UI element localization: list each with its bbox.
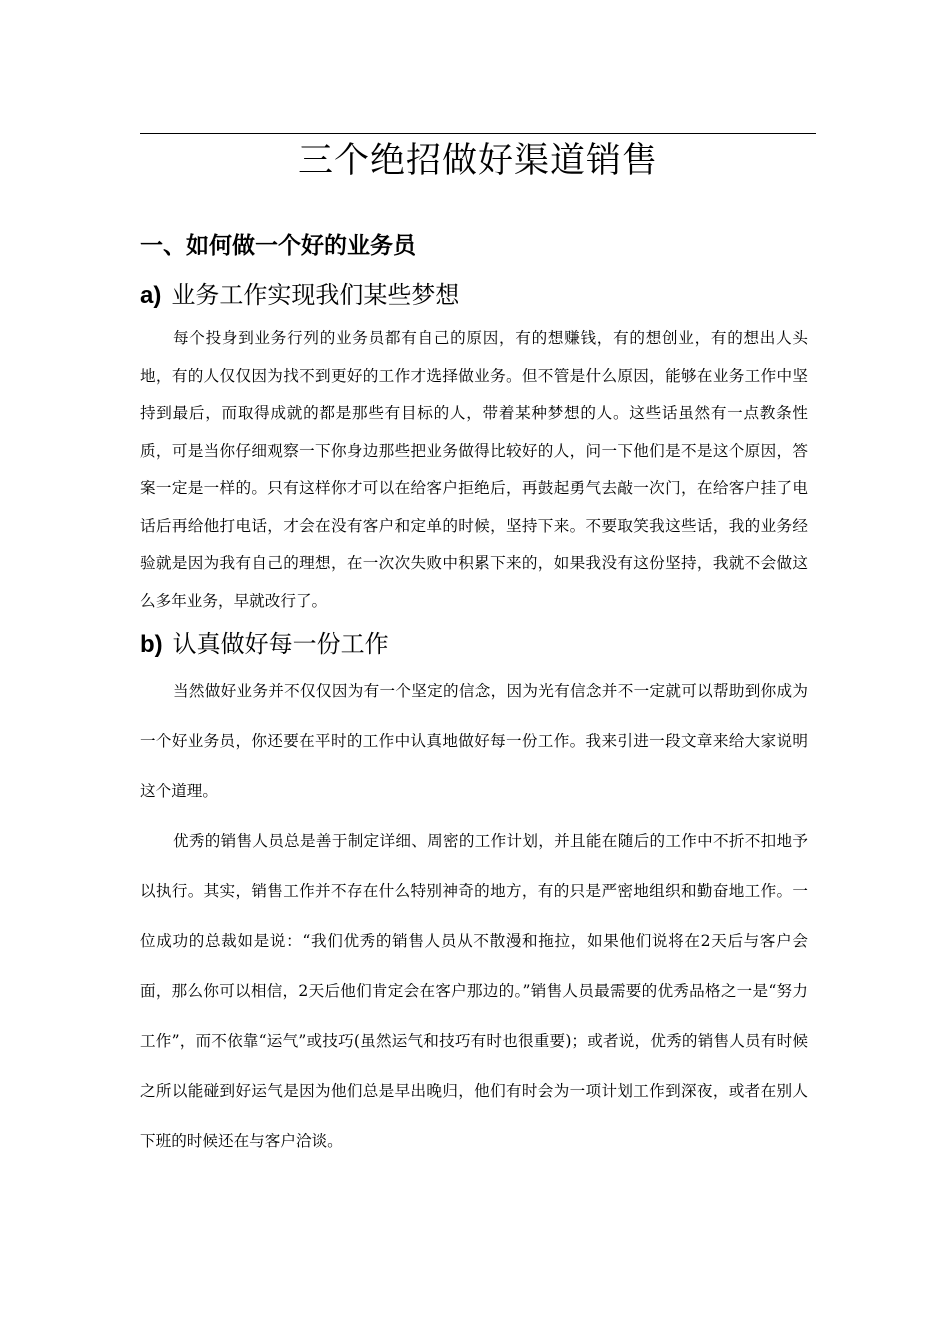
document-title: 三个绝招做好渠道销售 xyxy=(297,141,658,181)
subsection-marker-a: a) xyxy=(140,282,162,309)
paragraph-b2: 优秀的销售人员总是善于制定详细、周密的工作计划，并且能在随后的工作中不折不扣地予以执行。其实，销售工作并不存在什么特别神奇的地方，有的只是严密地组织和勤奋地工作。一位成功的总裁如是说：“我们优秀的销售人员从不散漫和拖拉，如果他们说将在2天后与客户会面，那么你可以相信，2天后他们肯定会在客户那边的。”销售人员最需要的优秀品格之一是“努力工作”，而不依靠“运气”或技巧(虽然运气和技巧有时也很重要)；或者说，优秀的销售人员有时候之所以能碰到好运气是因为他们总是早出晚归，他们有时会为一项计划工作到深夜，或者在别人下班的时候还在与客户洽谈。 xyxy=(140,832,808,1150)
section-heading-1: 一、如何做一个好的业务员 xyxy=(140,233,416,259)
paragraph-a: 每个投身到业务行列的业务员都有自己的原因，有的想赚钱，有的想创业，有的想出人头地，有的人仅仅因为找不到更好的工作才选择做业务。但不管是什么原因，能够在业务工作中坚持到最后，而取得成就的都是那些有目标的人，带着某种梦想的人。这些话虽然有一点教条性质，可是当你仔细观察一下你身边那些把业务做得比较好的人，问一下他们是不是这个原因，答案一定是一样的。只有这样你才可以在给客户拒绝后，再鼓起勇气去敲一次门，在给客户挂了电话后再给他打电话，才会在没有客户和定单的时候，坚持下来。不要取笑我这些话，我的业务经验就是因为我有自己的理想，在一次次失败中积累下来的，如果我没有这份坚持，我就不会做这么多年业务，早就改行了。 xyxy=(140,329,808,610)
subsection-heading-a xyxy=(140,278,459,313)
subsection-title-a: 业务工作实现我们某些梦想 xyxy=(171,281,460,309)
subsection-title-b: 认真做好每一份工作 xyxy=(172,630,389,658)
subsection-heading-b xyxy=(140,627,389,662)
paragraph-b1: 当然做好业务并不仅仅因为有一个坚定的信念，因为光有信念并不一定就可以帮助到你成为一个好业务员，你还要在平时的工作中认真地做好每一份工作。我来引进一段文章来给大家说明这个道理。 xyxy=(140,682,808,800)
header-rule xyxy=(140,133,816,134)
subsection-marker-b: b) xyxy=(140,631,163,658)
